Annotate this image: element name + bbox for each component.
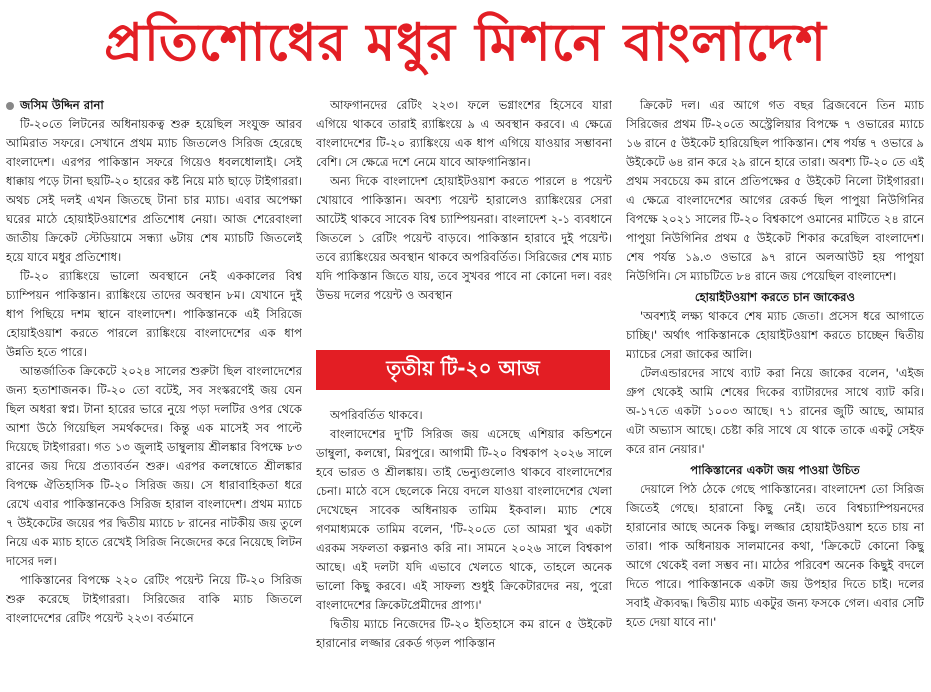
paragraph: ক্রিকেট দল। এর আগে গত বছর ব্রিজবেনে তিন ম্যাচ সিরিজের প্রথম টি-২০তে অস্ট্রেলিয়ার বিপক্ষে ৭ ওভারের ম্যাচে ১৬ রানে ৫ উইকেট হারিয়েছিল পাকিস্তান। শেষ পর্যন্ত ৭ ওভারে ৯ উইকেটে ৬৪ রান করে ২৯ রানে হারে তারা। অবশ্য টি-২০ তে এই প্রথম সবচেয়ে কম রানে প্রতিপক্ষের ৫ উইকেট নিলো টাইগাররা। এ ক্ষেত্রে বাংলাদেশের আগের রেকর্ড ছিল পাপুয়া নিউগিনির বিপক্ষে ২০২১ সালের টি-২০ বিশ্বকাপে ওমানের মাটিতে ২৪ রানে পাপুয়া নিউগিনির প্রথম ৫ উইকেট শিকার করেছিল বাংলাদেশ। শেষ পর্যন্ত ১৯.৩ ওভারে ৯৭ রানে অলআউট হয় পাপুয়া নিউগিনি। সে ম্যাচটিতে ৮৪ রানে জয় পেয়েছিল বাংলাদেশ।: [626, 98, 924, 283]
highlight-box: তৃতীয় টি-২০ আজ: [316, 350, 610, 390]
headline: প্রতিশোধের মধুর মিশনে বাংলাদেশ: [104, 12, 827, 73]
paragraph: অন্য দিকে বাংলাদেশ হোয়াইটওয়াশ করতে পারলে ৪ পয়েন্ট খোয়াবে পাকিস্তান। অবশ্য পয়েন্ট হারালেও র‍্যাঙ্কিংয়ের সেরা আটেই থাকবে সাবেক বিশ্ব চ্যাম্পিয়নরা। বাংলাদেশ ২-১ ব্যবধানে জিতলে ১ রেটিং পয়েন্ট বাড়বে। পাকিস্তান হারাবে দুই পয়েন্ট। তবে র‍্যাঙ্কিংয়ের অবস্থান থাকবে অপরিবর্তিত। সিরিজের শেষ ম্যাচ যদি পাকিস্তান জিতে যায়, তবে সুখবর পাবে না কোনো দল। বরং উভয় দলের পয়েন্ট ও অবস্থান: [316, 174, 612, 302]
paragraph: পাকিস্তানের বিপক্ষে ২২০ রেটিং পয়েন্ট নিয়ে টি-২০ সিরিজ শুরু করেছে টাইগাররা। সিরিজের বাকি ম্যাচ জিতলে বাংলাদেশের রেটিং পয়েন্ট ২২৩। বর্তমানে: [6, 573, 302, 625]
byline-name: জসিম উদ্দিন রানা: [20, 98, 104, 112]
paragraph: 'অবশ্যই লক্ষ্য থাকবে শেষ ম্যাচ জেতা। প্রসেস ধরে আগাতে চাচ্ছি।' অর্থাৎ পাকিস্তানকে হোয়াইটওয়াশ করতে চাচ্ছেন দ্বিতীয় ম্যাচের সেরা জাকের আলি।: [626, 309, 924, 361]
byline: [6, 96, 302, 115]
column-3: [626, 96, 924, 692]
column-2-bottom: [316, 406, 612, 653]
paragraph: টেলএন্ডারদের সাথে ব্যাট করা নিয়ে জাকের বলেন, 'এইজ গ্রুপ থেকেই আমি শেষের দিকের ব্যাটারদের সাথে ব্যাট করি। অ-১৭তে একটা ১০০৩ আছে। ৭১ রানের জুটি আছে, আমার এটা অভ্যাস আছে। চেষ্টা করি সাথে যে থাকে তাকে একটু সেইফ করে রান নেয়ার।': [626, 366, 924, 456]
paragraph: আন্তর্জাতিক ক্রিকেটে ২০২৪ সালের শুরুটা ছিল বাংলাদেশের জন্য হতাশাজনক। টি-২০ তো বটেই, সব সংস্করণেই জয় যেন ছিল অধরা স্বপ্ন। টানা হারের ভারে নুয়ে পড়া দলটির ওপর থেকে আশা উঠে গিয়েছিল সমর্থকদের। কিন্তু এক মাসেই সব পাল্টে দিয়েছে টাইগাররা। গত ১৩ জুলাই ডাম্বুলায় শ্রীলঙ্কার বিপক্ষে ৮৩ রানের জয় দিয়ে প্রত্যাবর্তন শুরু। এরপর কলম্বোতে শ্রীলঙ্কার বিপক্ষে ঐতিহাসিক টি-২০ সিরিজ জয়। সে ধারাবাহিকতা ধরে রেখে এবার পাকিস্তানকেও সিরিজ হারাল বাংলাদেশ। প্রথম ম্যাচে ৭ উইকেটের জয়ের পর দ্বিতীয় ম্যাচে ৮ রানের নাটকীয় জয় তুলে নিয়ে এক ম্যাচ হাতে রেখেই সিরিজ নিজেদের করে নিয়েছে লিটন দাসের দল।: [6, 364, 302, 568]
column-2-top: [316, 96, 612, 346]
subheading: হোয়াইটওয়াশ করতে চান জাকেরও: [694, 290, 856, 304]
paragraph: দ্বিতীয় ম্যাচে নিজেদের টি-২০ ইতিহাসে কম রানে ৫ উইকেট হারানোর লজ্জার রেকর্ড গড়ল পাকিস্তান: [316, 617, 612, 650]
paragraph: আফগানদের রেটিং ২২৩। ফলে ভগ্নাংশের হিসেবে যারা এগিয়ে থাকবে তারাই র‍্যাঙ্কিংয়ে ৯ এ অবস্থান করবে। এ ক্ষেত্রে বাংলাদেশের টি-২০ র‍্যাঙ্কিংয়ে এক ধাপ এগিয়ে যাওয়ার সম্ভাবনা বেশি। সে ক্ষেত্রে দশে নেমে যাবে আফগানিস্তান।: [316, 98, 612, 169]
column-2: [316, 96, 612, 692]
subheading: পাকিস্তানের একটা জয় পাওয়া উচিত: [690, 463, 860, 477]
paragraph: বাংলাদেশের দু'টি সিরিজ জয় এসেছে এশিয়ার কন্ডিশনে ডাম্বুলা, কলম্বো, মিরপুরে। আগামী টি-২০ বিশ্বকাপ ২০২৬ সালে হবে ভারত ও শ্রীলঙ্কায়। তাই ভেন্যুগুলোও থাকবে বাংলাদেশের চেনা। মাঠে বসে ছেলেকে নিয়ে বদলে যাওয়া বাংলাদেশের খেলা দেখেছেন সাবেক অধিনায়ক তামিম ইকবাল। ম্যাচ শেষে গণমাধ্যমকে তামিম বলেন, 'টি-২০তে তো আমরা খুব একটা এরকম সফলতা কল্পনাও করি না। সামনে ২০২৬ সালে বিশ্বকাপ আছে। এই দলটা যদি এভাবে খেলতে থাকে, তাহলে অনেক ভালো কিছু করবে। এই সাফল্য শুধুই ক্রিকেটারদের নয়, পুরো বাংলাদেশের ক্রিকেটপ্রেমীদের প্রাপ্য।': [316, 427, 612, 612]
paragraph: টি-২০ র‍্যাঙ্কিংয়ে ভালো অবস্থানে নেই এককালের বিশ্ব চ্যাম্পিয়ন পাকিস্তান। র‍্যাঙ্কিংয়ে তাদের অবস্থান ৮ম। যেখানে দুই ধাপ পিছিয়ে দশম স্থানে বাংলাদেশ। পাকিস্তানকে এই সিরিজে হোয়াইওয়াশ করতে পারলে র‍্যাঙ্কিংয়ে বাংলাদেশের এক ধাপ উন্নতি হতে পারে।: [6, 269, 302, 359]
paragraph: টি-২০তে লিটনের অধিনায়কত্ব শুরু হয়েছিল সংযুক্ত আরব আমিরাত সফরে। সেখানে প্রথম ম্যাচ জিতলেও সিরিজ হেরেছে বাংলাদেশ। এরপর পাকিস্তান সফরে গিয়েও ধবলধোলাই। সেই ধাক্কায় পড়ে টানা ছয়টি-২০ হারের কষ্ট নিয়ে মাঠ ছাড়ে টাইগাররা। অথচ সেই দলই এখন জিতছে টানা চার ম্যাচ। এবার অপেক্ষা ঘরের মাঠে হোয়াইটওয়াশের প্রতিশোধ নেয়া। আজ শেরেবাংলা জাতীয় ক্রিকেট স্টেডিয়ামে সন্ধ্যা ৬টায় শেষ ম্যাচটি জিতলেই হয়ে যাবে মধুর প্রতিশোধ।: [6, 117, 302, 264]
bullet-icon: [6, 102, 14, 110]
paragraph: অপরিবর্তিত থাকবে।: [330, 408, 423, 422]
paragraph: দেয়ালে পিঠ ঠেকে গেছে পাকিস্তানের। বাংলাদেশ তো সিরিজ জিতেই গেছে। হারানো কিছু নেই। তবে বিশ্বচ্যাম্পিয়নদের হারানোর আছে অনেক কিছু। লজ্জার হোয়াইটওয়াশ হতে চায় না তারা। পাক অধিনায়ক সালমানের কথা, 'ক্রিকেটে কোনো কিছু আগে থেকেই বলা সম্ভব না। মাঠের পরিবেশ অনেক কিছুই বদলে দিতে পারে। পাকিস্তানকে একটা জয় উপহার দিতে চাই। দলের সবাই ঐক্যবদ্ধ। দ্বিতীয় ম্যাচ একটুর জন্য ফসকে গেল। এবার সেটি হতে দেয়া যাবে না।': [626, 482, 924, 629]
column-1: [6, 96, 302, 692]
